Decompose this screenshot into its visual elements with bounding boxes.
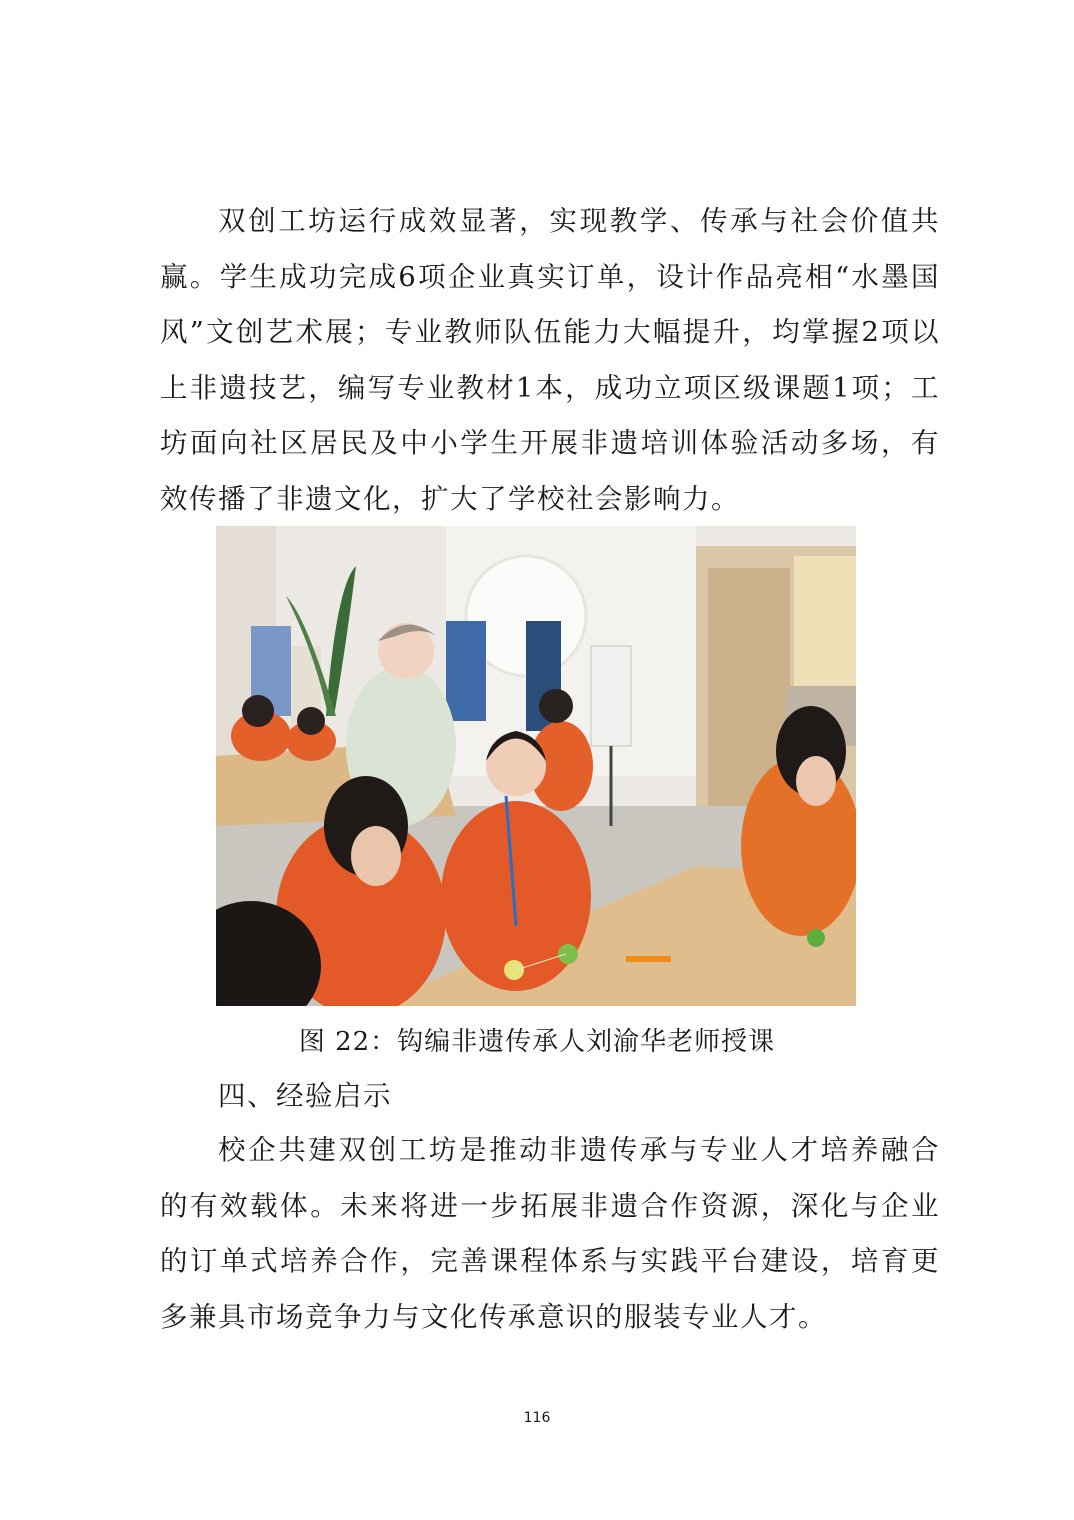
body-paragraph-outlook: 校企共建双创工坊是推动非遗传承与专业人才培养融合的有效载体。未来将进一步拓展非遗合作资源，深化与企业的订单式培养合作，完善课程体系与实践平台建设，培育更多兼具市场竞争力与文化传承意识的服装专业人才。 [160,1134,940,1333]
body-paragraph-results: 双创工坊运行成效显著，实现教学、传承与社会价值共赢。学生成功完成6项企业真实订单，设计作品亮相“水墨国风”文创艺术展；专业教师队伍能力大幅提升，均掌握2项以上非遗技艺，编写专业教材1本，成功立项区级课题1项；工坊面向社区居民及中小学生开展非遗培训体验活动多场，有效传播了非遗文化，扩大了学校社会影响力。 [160,205,940,515]
classroom-crochet-photo [216,526,856,1006]
figure-caption: 图 22：钩编非遗传承人刘渝华老师授课 [298,1027,776,1057]
section-heading: 四、经验启示 [218,1080,392,1112]
page-number: 116 [523,1410,551,1426]
